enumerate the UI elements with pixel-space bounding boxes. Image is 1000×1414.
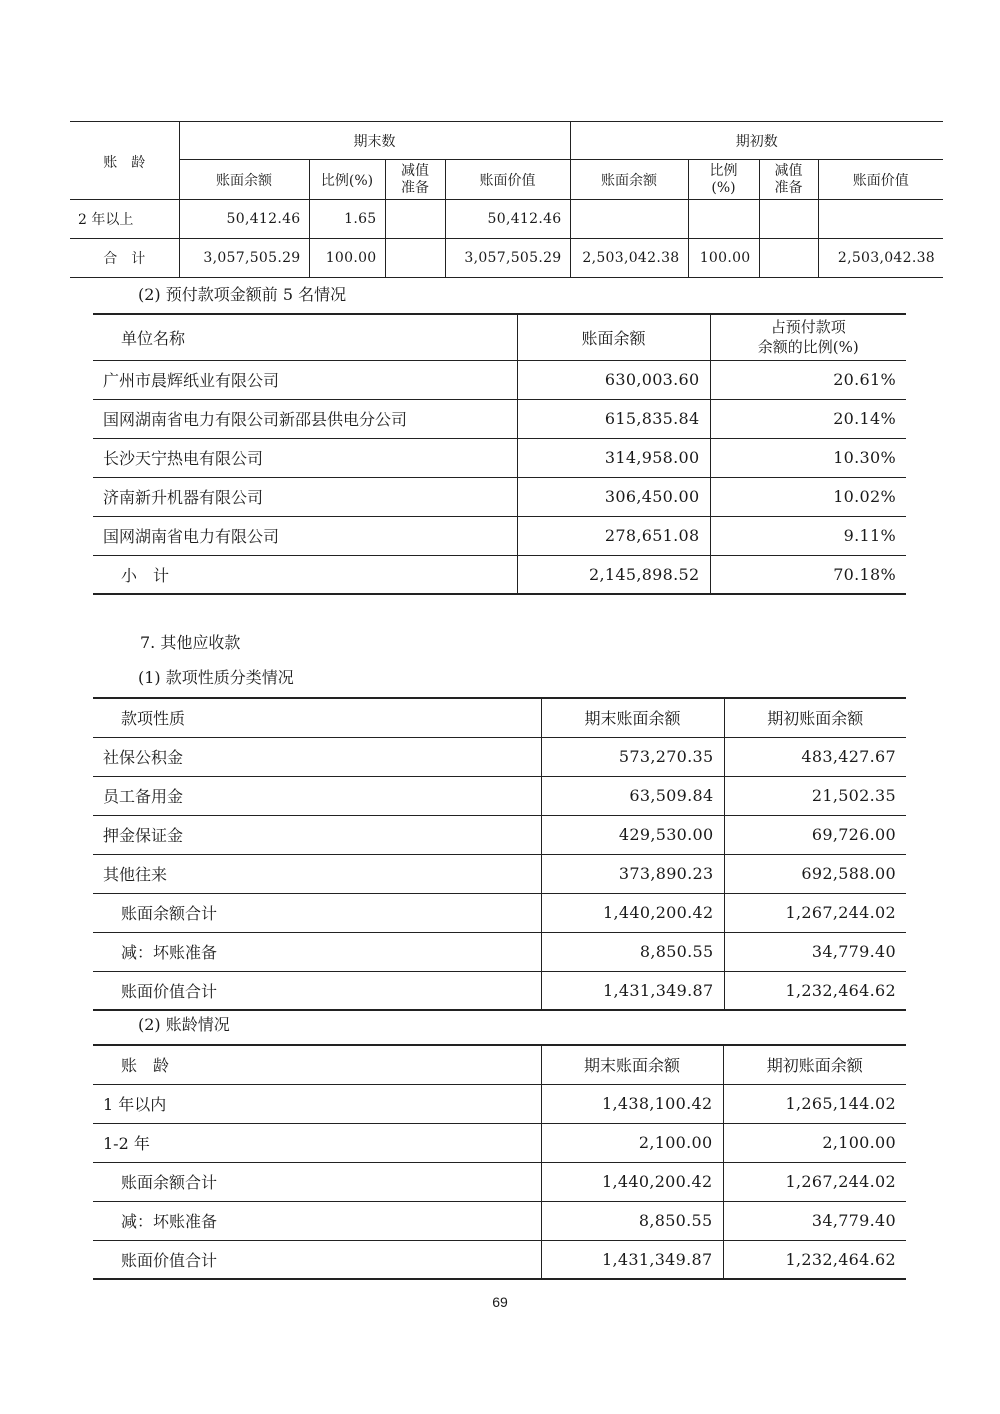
col-header: 期末账面余额: [541, 698, 724, 737]
begin-balance: 1,265,144.02: [723, 1084, 906, 1123]
col-header: [385, 160, 445, 200]
table-row: [93, 737, 906, 776]
nature-caption: (1) 款项性质分类情况: [138, 668, 294, 687]
cell: [385, 200, 445, 239]
ratio: 10.02%: [710, 477, 906, 516]
row-label: 账面价值合计: [93, 971, 541, 1010]
balance: 615,835.84: [517, 399, 710, 438]
table-row-allowance: [93, 932, 906, 971]
aging-table: [70, 121, 943, 278]
company-name: 国网湖南省电力有限公司新邵县供电分公司: [93, 399, 517, 438]
page-number: 69: [492, 1294, 508, 1310]
col-header: 账面余额: [570, 160, 688, 200]
balance: 278,651.08: [517, 516, 710, 555]
table-row-subtotal: [93, 555, 906, 594]
cell: [570, 200, 688, 239]
cell: 3,057,505.29: [179, 239, 309, 278]
col-header: [759, 160, 818, 200]
company-name: 广州市晨辉纸业有限公司: [93, 360, 517, 399]
prepay-top5-caption: (2) 预付款项金额前 5 名情况: [138, 285, 347, 304]
cell: 2,503,042.38: [818, 239, 943, 278]
cell: [688, 200, 759, 239]
begin-balance: 692,588.00: [724, 854, 906, 893]
cell: 1.65: [309, 200, 385, 239]
col-header: 期初账面余额: [724, 698, 906, 737]
row-label: 账面余额合计: [93, 893, 541, 932]
ratio: 9.11%: [710, 516, 906, 555]
table-row-total: [93, 1162, 906, 1201]
col-header: 账面价值: [445, 160, 570, 200]
end-balance: 1,440,200.42: [541, 893, 724, 932]
ratio: 20.14%: [710, 399, 906, 438]
cell: [759, 200, 818, 239]
col-header: 单位名称: [93, 314, 517, 360]
table-row: [70, 200, 943, 239]
cell: 50,412.46: [179, 200, 309, 239]
cell: 100.00: [688, 239, 759, 278]
row-label: 2 年以上: [70, 200, 179, 239]
cell: 50,412.46: [445, 200, 570, 239]
col-header-text: 减值 准备: [401, 162, 429, 196]
col-header: 账面余额: [179, 160, 309, 200]
begin-balance: 1,232,464.62: [723, 1240, 906, 1279]
table-row-net: [93, 971, 906, 1010]
balance: 306,450.00: [517, 477, 710, 516]
col-header: 比例(%): [309, 160, 385, 200]
begin-balance: 483,427.67: [724, 737, 906, 776]
col-header: 账面余额: [517, 314, 710, 360]
balance: 314,958.00: [517, 438, 710, 477]
table-row: [93, 815, 906, 854]
row-label: 其他往来: [93, 854, 541, 893]
prepay-top5-table: [93, 313, 906, 595]
table-row: [93, 438, 906, 477]
cell: 3,057,505.29: [445, 239, 570, 278]
company-name: 国网湖南省电力有限公司: [93, 516, 517, 555]
table-row: [93, 854, 906, 893]
col-header: 期初账面余额: [723, 1045, 906, 1084]
col-header: 账 龄: [93, 1045, 541, 1084]
end-balance: 8,850.55: [541, 932, 724, 971]
row-label: 1-2 年: [93, 1123, 541, 1162]
row-label: 员工备用金: [93, 776, 541, 815]
col-header-text: 比例 (%): [709, 162, 738, 196]
end-balance: 1,431,349.87: [541, 1240, 723, 1279]
cell: [759, 239, 818, 278]
col-header: 账面价值: [818, 160, 943, 200]
col-header-text: 减值 准备: [774, 162, 803, 196]
col-header: 期末账面余额: [541, 1045, 723, 1084]
table-row: [93, 516, 906, 555]
ratio: 20.61%: [710, 360, 906, 399]
end-balance: 8,850.55: [541, 1201, 723, 1240]
col-header: 款项性质: [93, 698, 541, 737]
begin-balance: 1,232,464.62: [724, 971, 906, 1010]
table-row-total: [70, 239, 943, 278]
aging-caption: (2) 账龄情况: [138, 1015, 230, 1034]
ratio: 70.18%: [710, 555, 906, 594]
section-title: 7. 其他应收款: [140, 633, 241, 652]
cell: [818, 200, 943, 239]
company-name: 长沙天宁热电有限公司: [93, 438, 517, 477]
end-balance: 2,100.00: [541, 1123, 723, 1162]
begin-balance: 69,726.00: [724, 815, 906, 854]
begin-balance: 21,502.35: [724, 776, 906, 815]
group-header-begin: 期初数: [570, 122, 943, 160]
table-row: [93, 1084, 906, 1123]
cell: [385, 239, 445, 278]
end-balance: 63,509.84: [541, 776, 724, 815]
row-label: 1 年以内: [93, 1084, 541, 1123]
row-label: 押金保证金: [93, 815, 541, 854]
cell: 100.00: [309, 239, 385, 278]
row-label: 小 计: [93, 555, 517, 594]
col-header: [688, 160, 759, 200]
begin-balance: 1,267,244.02: [724, 893, 906, 932]
row-label: 社保公积金: [93, 737, 541, 776]
end-balance: 429,530.00: [541, 815, 724, 854]
aging-row-header: 账 龄: [70, 122, 179, 200]
table-row-allowance: [93, 1201, 906, 1240]
table-row: [93, 477, 906, 516]
row-label: 减：坏账准备: [93, 932, 541, 971]
ratio: 10.30%: [710, 438, 906, 477]
table-row: [93, 776, 906, 815]
col-header: [710, 314, 906, 360]
other-receivables-aging-table: [93, 1044, 906, 1280]
end-balance: 1,440,200.42: [541, 1162, 723, 1201]
cell: 2,503,042.38: [570, 239, 688, 278]
row-label: 减：坏账准备: [93, 1201, 541, 1240]
table-row: [93, 360, 906, 399]
row-label: 账面余额合计: [93, 1162, 541, 1201]
begin-balance: 34,779.40: [723, 1201, 906, 1240]
table-row-net: [93, 1240, 906, 1279]
end-balance: 1,431,349.87: [541, 971, 724, 1010]
company-name: 济南新升机器有限公司: [93, 477, 517, 516]
other-receivables-nature-table: [93, 697, 906, 1011]
end-balance: 1,438,100.42: [541, 1084, 723, 1123]
group-header-end: 期末数: [179, 122, 570, 160]
col-header-text: 占预付款项 余额的比例(%): [757, 318, 859, 357]
table-row: [93, 399, 906, 438]
balance: 630,003.60: [517, 360, 710, 399]
row-label: 账面价值合计: [93, 1240, 541, 1279]
begin-balance: 34,779.40: [724, 932, 906, 971]
begin-balance: 1,267,244.02: [723, 1162, 906, 1201]
table-row-total: [93, 893, 906, 932]
table-row: [93, 1123, 906, 1162]
end-balance: 373,890.23: [541, 854, 724, 893]
balance: 2,145,898.52: [517, 555, 710, 594]
begin-balance: 2,100.00: [723, 1123, 906, 1162]
end-balance: 573,270.35: [541, 737, 724, 776]
row-label: 合 计: [70, 239, 179, 278]
